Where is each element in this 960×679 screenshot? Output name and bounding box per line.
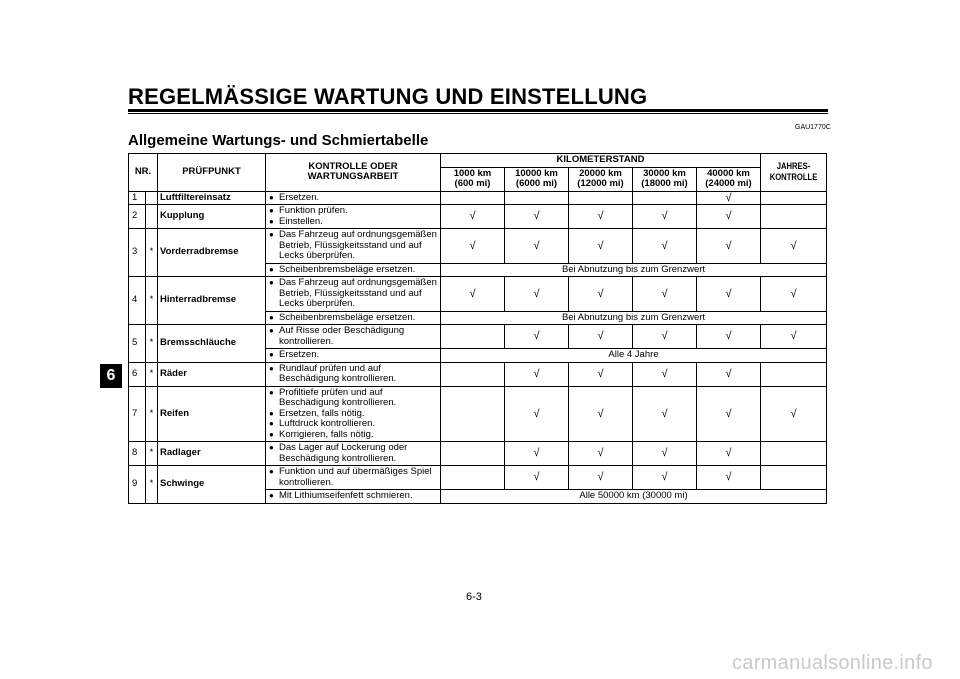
check-mark: √	[569, 442, 633, 466]
row-number: 1	[129, 191, 146, 205]
table-row	[129, 466, 827, 490]
row-number: 6	[129, 362, 146, 386]
check-mark: √	[505, 442, 569, 466]
interval-note: Bei Abnutzung bis zum Grenzwert	[441, 263, 827, 277]
empty-cell	[761, 442, 827, 466]
empty-cell	[441, 442, 505, 466]
task-bullet: ● Korrigieren, falls nötig.	[268, 430, 438, 441]
task-bullet: ● Funktion prüfen.	[268, 206, 438, 217]
empty-cell	[505, 191, 569, 205]
header-km-group: KILOMETERSTAND	[441, 154, 761, 168]
check-mark: √	[697, 325, 761, 349]
header-mi-value: (24000 mi)	[705, 178, 752, 189]
row-task	[266, 277, 441, 312]
row-number: 5	[129, 325, 146, 363]
row-star: *	[146, 325, 158, 363]
row-item: Reifen	[158, 386, 266, 442]
title-rule	[128, 109, 828, 112]
task-bullet: ● Profiltiefe prüfen und auf Beschädigung kontrollieren.	[268, 388, 438, 409]
check-mark: √	[633, 442, 697, 466]
check-mark: √	[697, 277, 761, 312]
chapter-tab: 6	[100, 364, 122, 388]
row-task	[266, 191, 441, 205]
row-task	[266, 349, 441, 363]
task-bullet: ● Ersetzen.	[268, 350, 438, 361]
check-mark: √	[569, 325, 633, 349]
check-mark: √	[505, 466, 569, 490]
interval-note: Alle 50000 km (30000 mi)	[441, 490, 827, 504]
check-mark: √	[505, 386, 569, 442]
check-mark: √	[441, 277, 505, 312]
table-row	[129, 362, 827, 386]
empty-cell	[633, 191, 697, 205]
empty-cell	[761, 362, 827, 386]
row-item: Bremsschläuche	[158, 325, 266, 363]
header-km-col	[441, 167, 505, 191]
header-km-col	[505, 167, 569, 191]
row-star: *	[146, 386, 158, 442]
check-mark: √	[505, 277, 569, 312]
header-km-value: 1000 km	[453, 167, 492, 179]
table-row	[129, 277, 827, 312]
maintenance-table	[128, 153, 827, 504]
header-km-col	[697, 167, 761, 191]
row-star: *	[146, 442, 158, 466]
row-task	[266, 263, 441, 277]
check-mark: √	[697, 191, 761, 205]
empty-cell	[569, 191, 633, 205]
check-mark: √	[569, 386, 633, 442]
check-mark: √	[761, 229, 827, 264]
check-mark: √	[633, 466, 697, 490]
check-mark: √	[761, 277, 827, 312]
title-rule-thin	[128, 113, 828, 114]
check-mark: √	[697, 362, 761, 386]
row-item: Räder	[158, 362, 266, 386]
check-mark: √	[505, 362, 569, 386]
header-mi-value: (6000 mi)	[515, 178, 558, 189]
header-mi-value: (18000 mi)	[641, 178, 688, 189]
interval-note: Alle 4 Jahre	[441, 349, 827, 363]
check-mark: √	[441, 229, 505, 264]
task-bullet: ● Luftdruck kontrollieren.	[268, 419, 438, 430]
header-km-value: 30000 km	[643, 167, 686, 179]
row-star	[146, 205, 158, 229]
header-km-value: 10000 km	[515, 167, 558, 179]
task-bullet: ● Ersetzen.	[268, 193, 438, 204]
row-item: Radlager	[158, 442, 266, 466]
check-mark: √	[697, 386, 761, 442]
check-mark: √	[569, 229, 633, 264]
check-mark: √	[441, 205, 505, 229]
header-annual: JAHRES-KONTROLLE	[761, 154, 827, 192]
empty-cell	[761, 191, 827, 205]
task-bullet: ● Das Fahrzeug auf ordnungsgemäßen Betrieb, Flüssigkeitsstand und auf Lecks überprüfen.	[268, 230, 438, 262]
header-km-col	[633, 167, 697, 191]
header-mi-value: (600 mi)	[454, 178, 491, 189]
empty-cell	[441, 362, 505, 386]
interval-note: Bei Abnutzung bis zum Grenzwert	[441, 311, 827, 325]
empty-cell	[441, 386, 505, 442]
row-number: 4	[129, 277, 146, 325]
table-row	[129, 191, 827, 205]
empty-cell	[761, 205, 827, 229]
check-mark: √	[505, 229, 569, 264]
table-row	[129, 325, 827, 349]
page-number: 6-3	[466, 591, 482, 603]
check-mark: √	[633, 362, 697, 386]
task-bullet: ● Einstellen.	[268, 217, 438, 228]
row-number: 9	[129, 466, 146, 504]
header-km-col	[569, 167, 633, 191]
row-item: Luftfiltereinsatz	[158, 191, 266, 205]
task-bullet: ● Ersetzen, falls nötig.	[268, 409, 438, 420]
row-star	[146, 191, 158, 205]
header-item: PRÜFPUNKT	[158, 154, 266, 192]
row-task	[266, 386, 441, 442]
row-item: Schwinge	[158, 466, 266, 504]
header-nr: NR.	[129, 154, 158, 192]
table-row	[129, 205, 827, 229]
row-number: 8	[129, 442, 146, 466]
row-task	[266, 362, 441, 386]
header-km-value: 40000 km	[707, 167, 750, 179]
row-star: *	[146, 466, 158, 504]
task-bullet: ● Auf Risse oder Beschädigung kontrollieren.	[268, 326, 438, 347]
task-bullet: ● Das Lager auf Lockerung oder Beschädigung kontrollieren.	[268, 443, 438, 464]
page-title: REGELMÄSSIGE WARTUNG UND EINSTELLUNG	[128, 84, 648, 109]
row-star: *	[146, 362, 158, 386]
empty-cell	[761, 466, 827, 490]
row-star: *	[146, 277, 158, 325]
check-mark: √	[505, 325, 569, 349]
check-mark: √	[633, 229, 697, 264]
document-code: GAU1770C	[795, 124, 831, 131]
header-mi-value: (12000 mi)	[577, 178, 624, 189]
task-bullet: ● Mit Lithiumseifenfett schmieren.	[268, 491, 438, 502]
task-bullet: ● Rundlauf prüfen und auf Beschädigung kontrollieren.	[268, 364, 438, 385]
watermark: carmanualsonline.info	[732, 652, 933, 674]
check-mark: √	[569, 362, 633, 386]
empty-cell	[441, 191, 505, 205]
check-mark: √	[633, 386, 697, 442]
check-mark: √	[697, 229, 761, 264]
row-task	[266, 442, 441, 466]
row-number: 2	[129, 205, 146, 229]
check-mark: √	[633, 277, 697, 312]
row-task	[266, 205, 441, 229]
empty-cell	[441, 325, 505, 349]
row-task	[266, 311, 441, 325]
row-task	[266, 229, 441, 264]
task-bullet: ● Scheibenbremsbeläge ersetzen.	[268, 313, 438, 324]
header-task: KONTROLLE ODER WARTUNGSARBEIT	[266, 154, 441, 192]
row-item: Vorderradbremse	[158, 229, 266, 277]
section-subtitle: Allgemeine Wartungs- und Schmiertabelle	[128, 132, 429, 149]
check-mark: √	[569, 205, 633, 229]
row-item: Kupplung	[158, 205, 266, 229]
row-task	[266, 466, 441, 490]
check-mark: √	[505, 205, 569, 229]
table-row	[129, 442, 827, 466]
task-bullet: ● Funktion und auf übermäßiges Spiel kontrollieren.	[268, 467, 438, 488]
check-mark: √	[569, 466, 633, 490]
row-number: 7	[129, 386, 146, 442]
row-item: Hinterradbremse	[158, 277, 266, 325]
header-km-value: 20000 km	[579, 167, 622, 179]
check-mark: √	[697, 442, 761, 466]
check-mark: √	[761, 325, 827, 349]
check-mark: √	[633, 325, 697, 349]
check-mark: √	[697, 205, 761, 229]
row-task	[266, 490, 441, 504]
check-mark: √	[761, 386, 827, 442]
table-row	[129, 229, 827, 264]
row-number: 3	[129, 229, 146, 277]
task-bullet: ● Scheibenbremsbeläge ersetzen.	[268, 265, 438, 276]
empty-cell	[441, 466, 505, 490]
table-row	[129, 386, 827, 442]
row-task	[266, 325, 441, 349]
task-bullet: ● Das Fahrzeug auf ordnungsgemäßen Betrieb, Flüssigkeitsstand und auf Lecks überprüfen.	[268, 278, 438, 310]
check-mark: √	[697, 466, 761, 490]
check-mark: √	[569, 277, 633, 312]
row-star: *	[146, 229, 158, 277]
check-mark: √	[633, 205, 697, 229]
